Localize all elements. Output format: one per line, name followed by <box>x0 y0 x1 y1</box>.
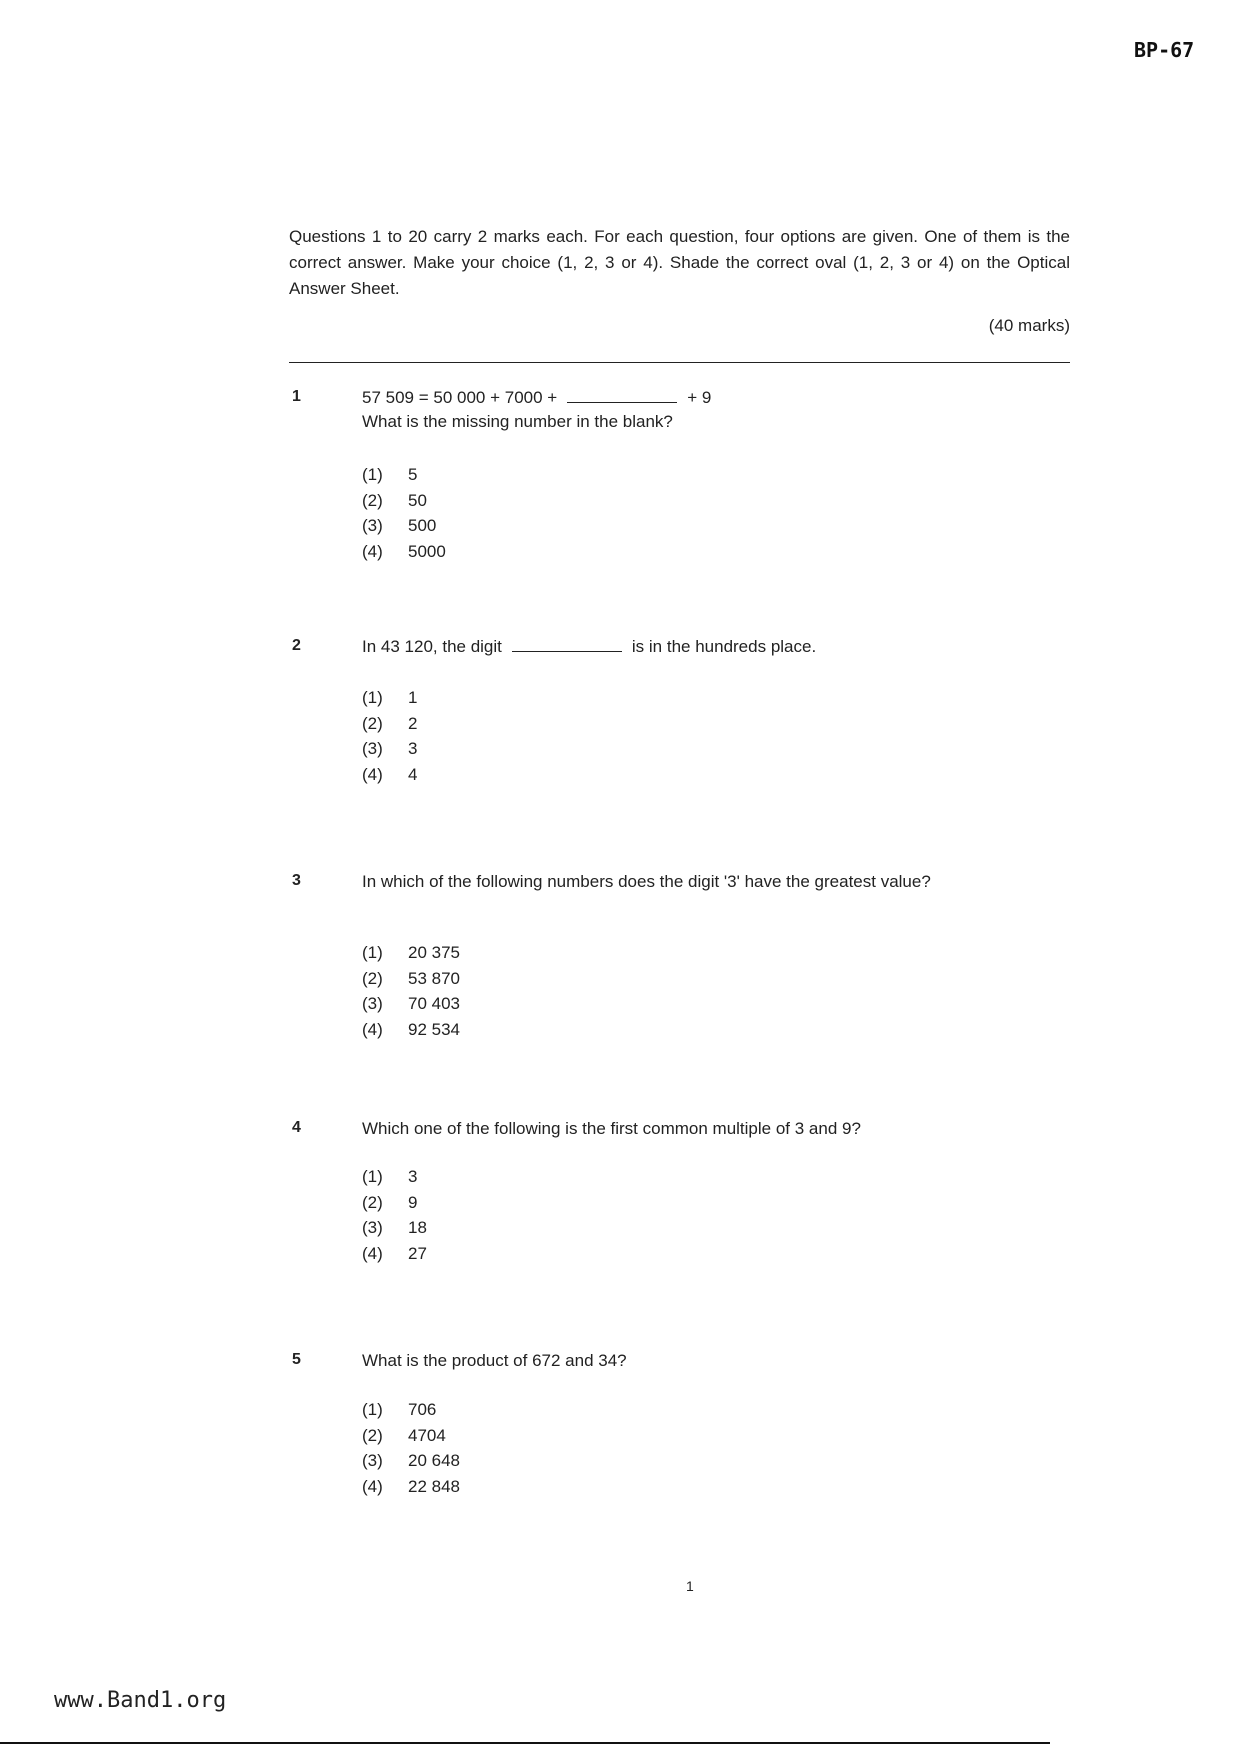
option <box>362 462 446 488</box>
option-label: (2) <box>362 490 383 510</box>
option <box>362 488 446 514</box>
option-label: (2) <box>362 1192 383 1212</box>
option <box>362 1164 427 1190</box>
option-label: (1) <box>362 943 383 962</box>
option-value: 22 848 <box>408 1476 460 1496</box>
option <box>362 966 460 992</box>
answer-blank <box>512 651 622 652</box>
option <box>362 1215 427 1241</box>
question-text-part: 57 509 = 50 000 + 7000 + <box>362 388 558 407</box>
option-value: 20 648 <box>408 1451 460 1470</box>
option-value: 706 <box>408 1400 437 1419</box>
option <box>362 1448 460 1474</box>
option-value: 2 <box>408 713 418 733</box>
question-text-part: + 9 <box>687 388 712 407</box>
option-label: (4) <box>362 541 383 561</box>
option <box>362 539 446 565</box>
question-number: 3 <box>292 872 301 889</box>
option-value: 1 <box>408 688 418 707</box>
question-text: What is the product of 672 and 34? <box>362 1351 627 1370</box>
options-list <box>362 685 417 787</box>
option-label: (2) <box>362 968 383 988</box>
website-watermark: www.Band1.org <box>54 1688 227 1713</box>
page-number: 1 <box>686 1578 694 1594</box>
option-label: (1) <box>362 465 383 484</box>
option <box>362 1397 460 1423</box>
options-list <box>362 940 460 1042</box>
option <box>362 762 417 788</box>
option <box>362 1474 460 1500</box>
option-label: (1) <box>362 1167 383 1186</box>
total-marks: (40 marks) <box>988 316 1070 335</box>
option <box>362 991 460 1017</box>
option <box>362 1241 427 1267</box>
options-list <box>362 462 446 564</box>
option-value: 3 <box>408 1167 418 1186</box>
option <box>362 1017 460 1043</box>
page-bottom-edge <box>0 1742 1050 1744</box>
option-value: 4704 <box>408 1425 446 1445</box>
question-text: Which one of the following is the first common multiple of 3 and 9? <box>362 1119 861 1138</box>
option-label: (4) <box>362 1476 383 1496</box>
instructions: Questions 1 to 20 carry 2 marks each. For each question, four options are given. One of them is the correct answer. Make your choice (1, 2, 3 or 4). Shade the correct oval (1, 2, 3 or 4) on the Optical Answer Sheet. <box>289 227 1070 298</box>
option-label: (4) <box>362 1019 383 1039</box>
option-value: 5000 <box>408 541 446 561</box>
option-value: 5 <box>408 465 418 484</box>
question-text: In which of the following numbers does the digit '3' have the greatest value? <box>362 872 931 891</box>
option-label: (3) <box>362 994 383 1013</box>
question-number: 5 <box>292 1351 301 1368</box>
answer-blank <box>567 402 677 403</box>
question-text <box>362 386 1062 434</box>
option-value: 70 403 <box>408 994 460 1013</box>
option-value: 50 <box>408 490 427 510</box>
option <box>362 1423 460 1449</box>
question-number: 1 <box>292 388 301 405</box>
question-text-part: What is the missing number in the blank? <box>362 412 673 431</box>
option-label: (1) <box>362 688 383 707</box>
options-list <box>362 1164 427 1266</box>
options-list <box>362 1397 460 1499</box>
option-label: (3) <box>362 516 383 535</box>
option-value: 9 <box>408 1192 418 1212</box>
question-text <box>362 635 1062 659</box>
option <box>362 685 417 711</box>
option-label: (3) <box>362 1218 383 1237</box>
option <box>362 711 417 737</box>
question-text-part: is in the hundreds place. <box>631 637 817 656</box>
paper-code: BP-67 <box>1134 38 1195 62</box>
option <box>362 736 417 762</box>
option <box>362 513 446 539</box>
option-label: (1) <box>362 1400 383 1419</box>
question-text-part: In 43 120, the digit <box>362 637 502 656</box>
option-value: 500 <box>408 516 437 535</box>
question-number: 4 <box>292 1119 301 1136</box>
option-value: 53 870 <box>408 968 460 988</box>
option-value: 27 <box>408 1243 427 1263</box>
option-value: 18 <box>408 1218 427 1237</box>
option-label: (4) <box>362 1243 383 1263</box>
option-label: (2) <box>362 713 383 733</box>
divider <box>289 362 1070 363</box>
option-label: (2) <box>362 1425 383 1445</box>
option-label: (4) <box>362 764 383 784</box>
option-value: 3 <box>408 739 418 758</box>
option-label: (3) <box>362 739 383 758</box>
option <box>362 1190 427 1216</box>
option-value: 4 <box>408 764 418 784</box>
option-value: 92 534 <box>408 1019 460 1039</box>
question-number: 2 <box>292 637 301 654</box>
option-value: 20 375 <box>408 943 460 962</box>
option-label: (3) <box>362 1451 383 1470</box>
option <box>362 940 460 966</box>
